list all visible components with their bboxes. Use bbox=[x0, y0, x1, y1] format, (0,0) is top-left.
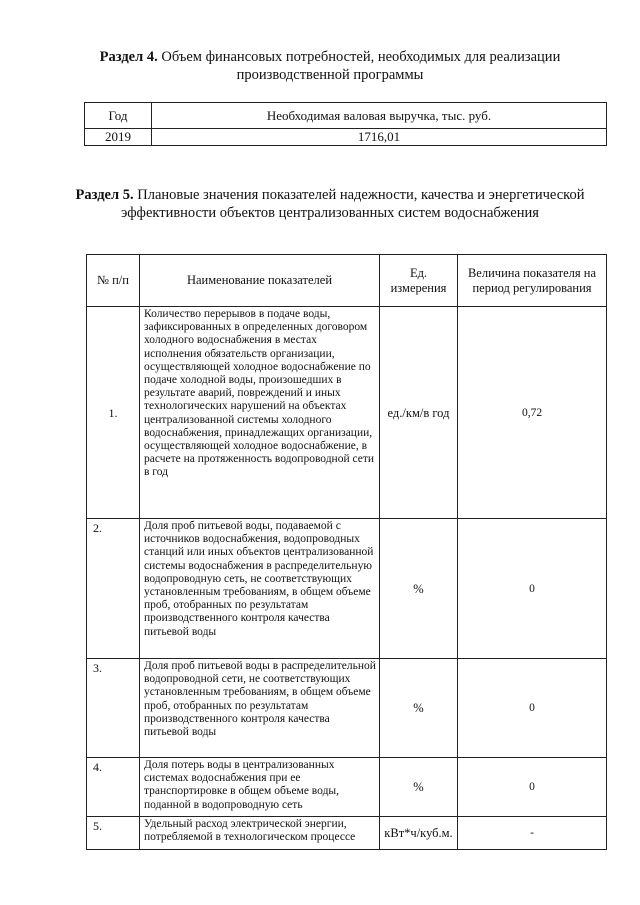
section5-title-label: Раздел 5. bbox=[75, 187, 134, 203]
section4-title-text: Объем финансовых потребностей, необходимых для реализации производственной программы bbox=[157, 49, 561, 83]
indicator-name: Количество перерывов в подаче воды, зафиксированных в определенных договором холодного водоснабжения в местах исполнения обязательств организации, осуществляющей холодное водоснабжение по подаче холодной воды, произошедших в результате аварий, повреждений и иных технологических нарушений на объектах централизованной системы холодного водоснабжения, принадлежащих организации, осуществляющей холодное водоснабжение, в расчете на протяженность водопроводной сети в год bbox=[140, 307, 380, 519]
indicator-value: 0,72 bbox=[458, 307, 607, 519]
section4-header-row bbox=[85, 103, 607, 129]
indicator-unit: кВт*ч/куб.м. bbox=[380, 817, 458, 850]
value-header: Величина показателя на период регулирования bbox=[458, 255, 607, 307]
table-row bbox=[87, 817, 607, 850]
row-number: 4. bbox=[87, 758, 140, 817]
indicator-unit: % bbox=[380, 758, 458, 817]
section4-table bbox=[84, 102, 607, 146]
section5-header-row bbox=[87, 255, 607, 307]
section4-data-row bbox=[85, 129, 607, 146]
table-row bbox=[87, 519, 607, 659]
indicator-name: Удельный расход электрической энергии, потребляемой в технологическом процессе bbox=[140, 817, 380, 850]
indicator-unit: % bbox=[380, 659, 458, 758]
section5-title-text: Плановые значения показателей надежности, качества и энергетической эффективности объектов централизованных систем водоснабжения bbox=[121, 187, 585, 221]
row-number: 2. bbox=[87, 519, 140, 659]
row-number: 5. bbox=[87, 817, 140, 850]
indicator-value: - bbox=[458, 817, 607, 850]
indicator-unit: % bbox=[380, 519, 458, 659]
indicator-value: 0 bbox=[458, 659, 607, 758]
indicator-name-header: Наименование показателей bbox=[140, 255, 380, 307]
indicator-unit: ед./км/в год bbox=[380, 307, 458, 519]
table-row bbox=[87, 659, 607, 758]
revenue-cell: 1716,01 bbox=[152, 129, 607, 146]
section5-table bbox=[86, 254, 607, 850]
row-number: 3. bbox=[87, 659, 140, 758]
table-row bbox=[87, 758, 607, 817]
indicator-name: Доля проб питьевой воды в распределительной водопроводной сети, не соответствующих установленным требованиям, в общем объеме проб, отобранных по результатам производственного контроля качества питьевой воды bbox=[140, 659, 380, 758]
indicator-name: Доля потерь воды в централизованных системах водоснабжения при ее транспортировке в общем объеме воды, поданной в водопроводную сеть bbox=[140, 758, 380, 817]
row-number: 1. bbox=[87, 307, 140, 519]
section5-title bbox=[60, 186, 600, 222]
indicator-value: 0 bbox=[458, 758, 607, 817]
section4-title-label: Раздел 4. bbox=[99, 49, 158, 65]
table-row bbox=[87, 307, 607, 519]
section4-title bbox=[60, 48, 600, 84]
indicator-value: 0 bbox=[458, 519, 607, 659]
revenue-header: Необходимая валовая выручка, тыс. руб. bbox=[152, 103, 607, 129]
year-cell: 2019 bbox=[85, 129, 152, 146]
number-header: № п/п bbox=[87, 255, 140, 307]
indicator-name: Доля проб питьевой воды, подаваемой с источников водоснабжения, водопроводных станций или иных объектов централизованной системы водоснабжения в распределительную водопроводную сеть, не соответствующих установленным требованиям, в общем объеме проб, отобранных по результатам производственного контроля качества питьевой воды bbox=[140, 519, 380, 659]
year-header: Год bbox=[85, 103, 152, 129]
unit-header: Ед. измерения bbox=[380, 255, 458, 307]
